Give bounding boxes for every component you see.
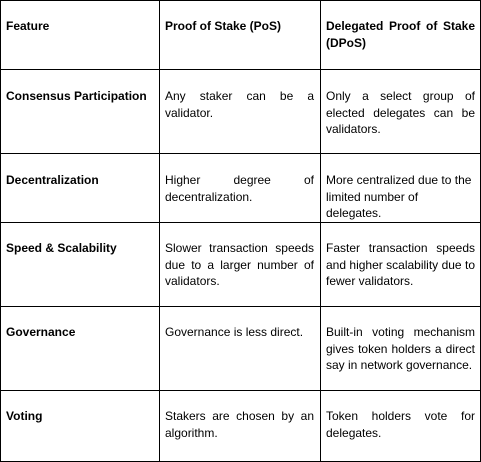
pos-cell: Governance is less direct.	[165, 325, 304, 339]
dpos-cell: Token holders vote for delegates.	[326, 409, 475, 440]
pos-cell: Slower transaction speeds due to a larger number of validators.	[165, 241, 314, 288]
pos-cell: Any staker can be a validator.	[165, 89, 314, 120]
header-feature: Feature	[6, 19, 50, 33]
header-row	[0, 0, 481, 69]
table-row	[0, 222, 481, 306]
feature-cell: Voting	[6, 409, 43, 423]
table-row	[0, 390, 481, 461]
pos-cell: Stakers are chosen by an algorithm.	[165, 409, 314, 440]
table-row	[0, 153, 481, 222]
feature-cell: Speed & Scalability	[6, 241, 117, 255]
header-pos: Proof of Stake (PoS)	[165, 19, 282, 33]
feature-cell: Decentralization	[6, 173, 99, 187]
dpos-cell: Faster transaction speeds and higher scalability due to fewer validators.	[326, 241, 475, 288]
header-dpos: Delegated Proof of Stake (DPoS)	[326, 19, 475, 50]
table-row	[0, 69, 481, 153]
table-row	[0, 306, 481, 390]
pos-cell: Higher degree of decentralization.	[165, 173, 314, 204]
dpos-cell: Only a select group of elected delegates can be validators.	[326, 89, 475, 136]
dpos-cell: More centralized due to the limited number of delegates.	[326, 173, 472, 220]
feature-cell: Consensus Participation	[6, 89, 147, 103]
dpos-cell: Built-in voting mechanism gives token holders a direct say in network governance.	[326, 325, 475, 372]
feature-cell: Governance	[6, 325, 76, 339]
